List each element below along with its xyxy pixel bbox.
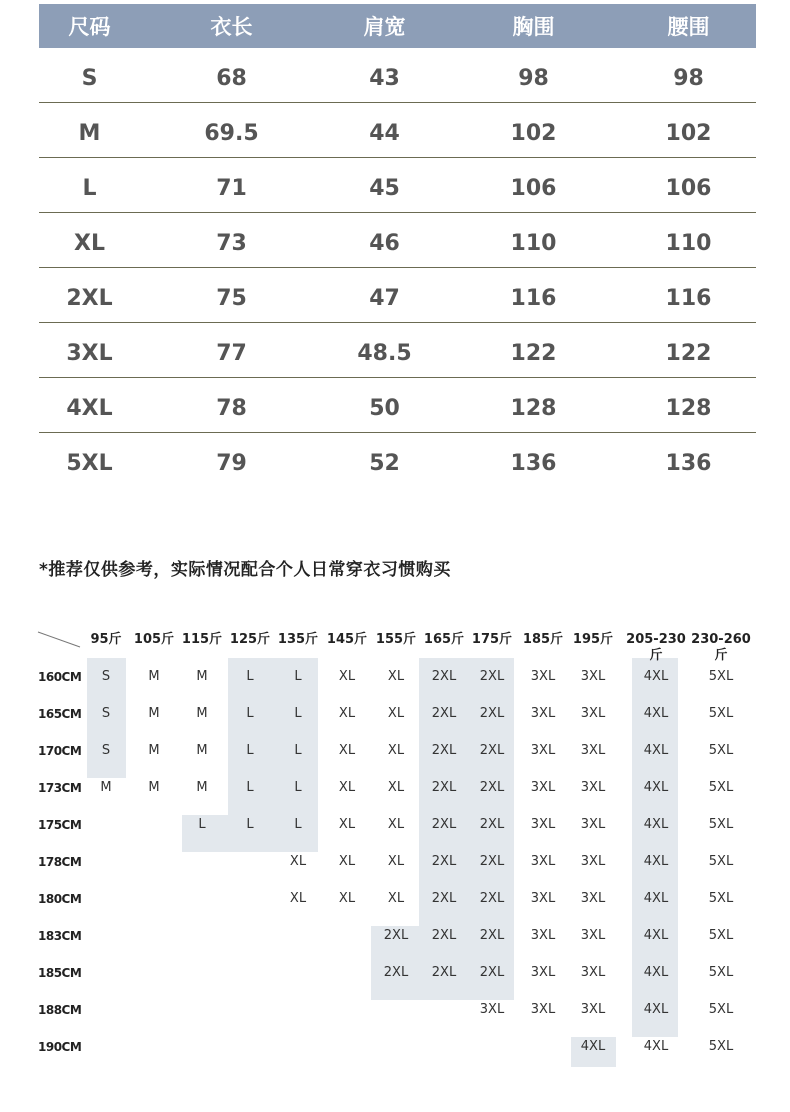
size-table [39, 4, 756, 488]
recommended-size-cell: 2XL [479, 817, 505, 832]
recommended-size-cell: XL [338, 743, 356, 758]
cell-waist: 98 [673, 65, 704, 91]
recommended-size-cell: 2XL [431, 891, 457, 906]
recommended-size-cell: 5XL [708, 1002, 734, 1017]
size-recommendation-chart [0, 620, 790, 1090]
recommended-size-cell: XL [289, 854, 307, 869]
cell-chest: 98 [518, 65, 549, 91]
height-header: 160CM [38, 670, 82, 684]
recommended-size-cell: L [246, 780, 254, 795]
recommended-size-cell: L [294, 817, 302, 832]
weight-header: 105斤 [133, 632, 175, 647]
recommended-size-cell: 3XL [580, 1002, 606, 1017]
cell-chest: 106 [510, 175, 557, 201]
recommended-size-cell: 2XL [479, 743, 505, 758]
recommended-size-cell: 2XL [431, 780, 457, 795]
recommended-size-cell: 5XL [708, 743, 734, 758]
weight-header: 165斤 [423, 632, 465, 647]
recommended-size-cell: 2XL [479, 928, 505, 943]
recommended-size-cell: 2XL [431, 854, 457, 869]
recommended-size-cell: 2XL [431, 817, 457, 832]
cell-size: 2XL [66, 285, 113, 311]
weight-header: 195斤 [572, 632, 614, 647]
recommended-size-cell: L [246, 706, 254, 721]
weight-header: 95斤 [90, 632, 122, 647]
recommended-size-cell: 4XL [643, 817, 669, 832]
recommended-size-cell: M [148, 743, 160, 758]
cell-length: 69.5 [204, 120, 259, 146]
cell-shoulder: 47 [369, 285, 400, 311]
height-header: 183CM [38, 929, 82, 943]
recommended-size-cell: XL [387, 669, 405, 684]
weight-header: 230-260斤 [691, 632, 751, 663]
recommended-size-cell: 2XL [479, 669, 505, 684]
recommended-size-cell: 4XL [580, 1039, 606, 1054]
recommended-size-cell: 3XL [530, 780, 556, 795]
recommended-size-cell: M [196, 743, 208, 758]
recommended-size-cell: 4XL [643, 1039, 669, 1054]
recommended-size-cell: 5XL [708, 706, 734, 721]
size-table-row [39, 323, 756, 378]
recommended-size-cell: L [246, 817, 254, 832]
cell-size: S [81, 65, 98, 91]
recommended-size-cell: XL [338, 854, 356, 869]
recommended-size-cell: XL [387, 854, 405, 869]
cell-length: 71 [216, 175, 247, 201]
cell-chest: 122 [510, 340, 557, 366]
recommended-size-cell: 5XL [708, 780, 734, 795]
size-table-row [39, 158, 756, 213]
cell-chest: 110 [510, 230, 557, 256]
recommended-size-cell: L [294, 743, 302, 758]
cell-length: 78 [216, 395, 247, 421]
size-table-header [39, 4, 756, 48]
recommended-size-cell: 3XL [530, 891, 556, 906]
size-table-row [39, 433, 756, 488]
recommended-size-cell: S [101, 669, 111, 684]
cell-shoulder: 46 [369, 230, 400, 256]
recommended-size-cell: 3XL [580, 780, 606, 795]
recommended-size-cell: 3XL [479, 1002, 505, 1017]
recommended-size-cell: 2XL [383, 965, 409, 980]
header-waist: 腰围 [667, 15, 710, 39]
recommended-size-cell: 3XL [580, 706, 606, 721]
recommended-size-cell: XL [338, 706, 356, 721]
cell-shoulder: 45 [369, 175, 400, 201]
recommended-size-cell: 3XL [580, 669, 606, 684]
recommended-size-cell: M [196, 780, 208, 795]
header-shoulder: 肩宽 [363, 15, 406, 39]
height-header: 178CM [38, 855, 82, 869]
weight-header: 155斤 [375, 632, 417, 647]
recommended-size-cell: 4XL [643, 669, 669, 684]
cell-size: 5XL [66, 451, 113, 476]
recommendation-note: *推荐仅供参考，实际情况配合个人日常穿衣习惯购买 [39, 560, 451, 580]
weight-header: 145斤 [326, 632, 368, 647]
recommended-size-cell: 3XL [580, 928, 606, 943]
recommended-size-cell: 4XL [643, 854, 669, 869]
recommended-size-cell: 4XL [643, 965, 669, 980]
recommended-size-cell: M [100, 780, 112, 795]
recommended-size-cell: 2XL [383, 928, 409, 943]
recommended-size-cell: 2XL [431, 928, 457, 943]
recommended-size-cell: S [101, 743, 111, 758]
recommended-size-cell: 3XL [530, 928, 556, 943]
size-table-row [39, 213, 756, 268]
weight-header: 115斤 [181, 632, 223, 647]
cell-waist: 110 [665, 230, 712, 256]
cell-shoulder: 50 [369, 395, 400, 421]
recommended-size-cell: 2XL [431, 669, 457, 684]
cell-size: L [82, 175, 97, 201]
cell-size: M [78, 120, 101, 146]
recommended-size-cell: 5XL [708, 965, 734, 980]
recommended-size-cell: 3XL [530, 1002, 556, 1017]
weight-header: 135斤 [277, 632, 319, 647]
recommended-size-cell: 2XL [479, 780, 505, 795]
recommended-size-cell: XL [338, 669, 356, 684]
cell-chest: 116 [510, 285, 557, 311]
recommended-size-cell: M [196, 706, 208, 721]
cell-waist: 136 [665, 451, 712, 476]
cell-size: 3XL [66, 340, 113, 366]
recommended-size-cell: 3XL [580, 891, 606, 906]
recommended-size-cell: XL [387, 780, 405, 795]
recommended-size-cell: 3XL [530, 965, 556, 980]
recommended-size-cell: L [294, 669, 302, 684]
recommended-size-cell: XL [338, 891, 356, 906]
header-size: 尺码 [68, 15, 111, 39]
cell-length: 75 [216, 285, 247, 311]
recommended-size-cell: 3XL [530, 706, 556, 721]
recommended-size-cell: 3XL [530, 743, 556, 758]
recommended-size-cell: 2XL [431, 706, 457, 721]
weight-header: 175斤 [471, 632, 513, 647]
cell-chest: 136 [510, 451, 557, 476]
recommended-size-cell: XL [338, 817, 356, 832]
recommended-size-cell: M [148, 669, 160, 684]
height-header: 175CM [38, 818, 82, 832]
recommended-size-cell: 3XL [580, 743, 606, 758]
size-table-row [39, 103, 756, 158]
recommended-size-cell: 2XL [479, 965, 505, 980]
recommended-size-cell: 5XL [708, 669, 734, 684]
recommended-size-cell: 4XL [643, 891, 669, 906]
cell-waist: 106 [665, 175, 712, 201]
recommended-size-cell: M [148, 780, 160, 795]
cell-size: XL [74, 230, 105, 256]
recommended-size-cell: 2XL [431, 743, 457, 758]
cell-length: 73 [216, 230, 247, 256]
recommended-size-cell: S [101, 706, 111, 721]
height-header: 185CM [38, 966, 82, 980]
recommended-size-cell: 2XL [479, 854, 505, 869]
cell-length: 79 [216, 451, 247, 476]
recommended-size-cell: XL [338, 780, 356, 795]
recommended-size-cell: 4XL [643, 928, 669, 943]
header-chest: 胸围 [512, 15, 555, 39]
header-length: 衣长 [210, 15, 253, 39]
height-header: 165CM [38, 707, 82, 721]
size-table-row [39, 268, 756, 323]
weight-header: 185斤 [522, 632, 564, 647]
size-table-row [39, 48, 756, 103]
cell-waist: 116 [665, 285, 712, 311]
recommended-size-cell: 4XL [643, 743, 669, 758]
recommended-size-cell: L [246, 669, 254, 684]
recommended-size-cell: 3XL [530, 817, 556, 832]
weight-header: 125斤 [229, 632, 271, 647]
height-header: 173CM [38, 781, 82, 795]
cell-shoulder: 48.5 [357, 340, 412, 366]
recommended-size-cell: XL [387, 743, 405, 758]
cell-shoulder: 43 [369, 65, 400, 91]
height-header: 170CM [38, 744, 82, 758]
recommended-size-cell: XL [387, 706, 405, 721]
recommended-size-cell: 2XL [479, 891, 505, 906]
recommended-size-cell: 3XL [580, 817, 606, 832]
recommended-size-cell: XL [387, 817, 405, 832]
recommended-size-cell: M [148, 706, 160, 721]
recommended-size-cell: XL [387, 891, 405, 906]
recommended-size-cell: 5XL [708, 854, 734, 869]
height-header: 188CM [38, 1003, 82, 1017]
cell-chest: 102 [510, 120, 557, 146]
recommended-size-cell: 5XL [708, 817, 734, 832]
weight-header: 205-230斤 [626, 632, 686, 663]
height-header: 190CM [38, 1040, 82, 1054]
recommended-size-cell: L [198, 817, 206, 832]
cell-shoulder: 44 [369, 120, 400, 146]
cell-shoulder: 52 [369, 451, 400, 476]
recommended-size-cell: XL [289, 891, 307, 906]
height-header: 180CM [38, 892, 82, 906]
cell-waist: 128 [665, 395, 712, 421]
recommended-size-cell: 2XL [431, 965, 457, 980]
size-table-row [39, 378, 756, 433]
recommended-size-cell: 3XL [530, 854, 556, 869]
cell-size: 4XL [66, 395, 113, 421]
recommended-size-cell: 3XL [580, 965, 606, 980]
recommended-size-cell: M [196, 669, 208, 684]
recommended-size-cell: L [246, 743, 254, 758]
recommended-size-cell: 5XL [708, 891, 734, 906]
recommended-size-cell: 5XL [708, 1039, 734, 1054]
cell-length: 68 [216, 65, 247, 91]
cell-chest: 128 [510, 395, 557, 421]
recommended-size-cell: 5XL [708, 928, 734, 943]
recommended-size-cell: 4XL [643, 780, 669, 795]
recommended-size-cell: 2XL [479, 706, 505, 721]
recommended-size-cell: L [294, 780, 302, 795]
recommended-size-cell: 3XL [580, 854, 606, 869]
recommended-size-cell: 3XL [530, 669, 556, 684]
cell-waist: 102 [665, 120, 712, 146]
recommended-size-cell: 4XL [643, 1002, 669, 1017]
recommended-size-cell: 4XL [643, 706, 669, 721]
recommended-size-cell: L [294, 706, 302, 721]
cell-length: 77 [216, 340, 247, 366]
cell-waist: 122 [665, 340, 712, 366]
